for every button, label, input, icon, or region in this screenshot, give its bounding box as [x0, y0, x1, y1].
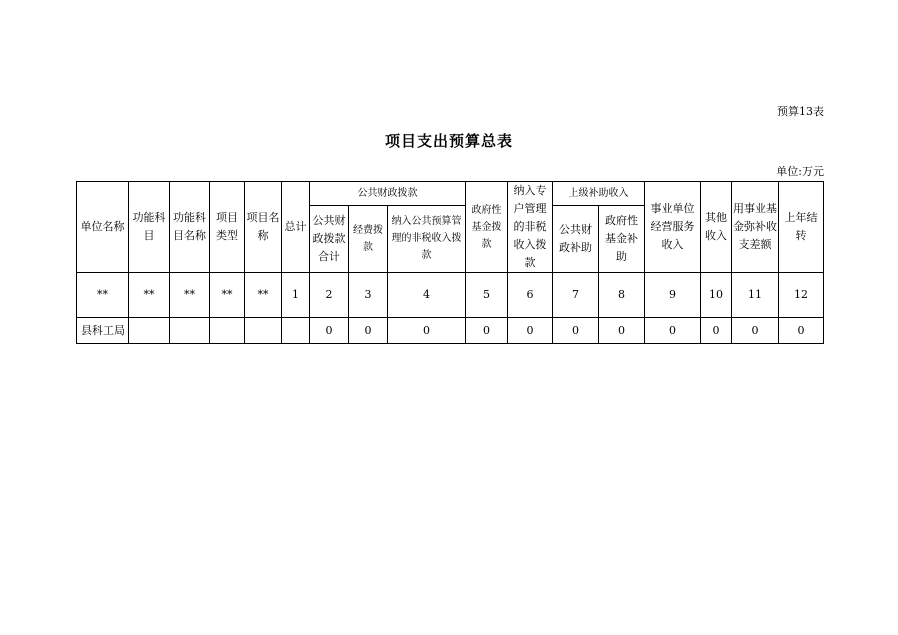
- data-cell: 0: [599, 318, 645, 344]
- header-nontax-special: 纳入专户管理的非税收入拨款: [508, 182, 553, 273]
- data-cell: [282, 318, 310, 344]
- code-cell: 2: [310, 273, 349, 318]
- data-cell: [245, 318, 282, 344]
- header-row-1: [77, 182, 824, 206]
- code-cell: 7: [553, 273, 599, 318]
- header-public-finance: 公共财政拨款: [310, 182, 466, 206]
- budget-table: [76, 181, 824, 344]
- code-cell: 3: [349, 273, 388, 318]
- header-project-name: 项目名称: [245, 182, 282, 273]
- data-cell-unit-name: 县科工局: [77, 318, 129, 344]
- data-cell: 0: [645, 318, 701, 344]
- data-cell: [129, 318, 170, 344]
- unit-label: 单位:万元: [776, 165, 824, 178]
- code-cell: **: [210, 273, 245, 318]
- header-carryover: 上年结转: [779, 182, 824, 273]
- data-cell: 0: [732, 318, 779, 344]
- code-cell: 5: [466, 273, 508, 318]
- data-cell: [210, 318, 245, 344]
- code-cell: 11: [732, 273, 779, 318]
- code-cell: 4: [388, 273, 466, 318]
- code-cell: 6: [508, 273, 553, 318]
- header-superior-subsidy: 上级补助收入: [553, 182, 645, 206]
- header-business-income: 事业单位经营服务收入: [645, 182, 701, 273]
- header-func-subject: 功能科目: [129, 182, 170, 273]
- code-row: [77, 273, 824, 318]
- data-cell: 0: [508, 318, 553, 344]
- data-cell: 0: [779, 318, 824, 344]
- data-cell: [170, 318, 210, 344]
- code-cell: **: [170, 273, 210, 318]
- data-cell: 0: [388, 318, 466, 344]
- header-func-subject-name: 功能科目名称: [170, 182, 210, 273]
- header-gov-fund: 政府性基金拨款: [466, 182, 508, 273]
- header-other-income: 其他收入: [701, 182, 732, 273]
- header-gov-fund-subsidy: 政府性基金补助: [599, 205, 645, 272]
- header-project-type: 项目类型: [210, 182, 245, 273]
- code-cell: 12: [779, 273, 824, 318]
- header-total: 总计: [282, 182, 310, 273]
- header-nontax-budget: 纳入公共预算管理的非税收入拨款: [388, 205, 466, 272]
- code-cell: 8: [599, 273, 645, 318]
- header-public-finance-subsidy: 公共财政补助: [553, 205, 599, 272]
- code-cell: **: [245, 273, 282, 318]
- header-unit-name: 单位名称: [77, 182, 129, 273]
- code-cell: 9: [645, 273, 701, 318]
- form-number: 预算13表: [777, 105, 824, 118]
- code-cell: **: [129, 273, 170, 318]
- data-cell: 0: [466, 318, 508, 344]
- header-funding: 经费拨款: [349, 205, 388, 272]
- data-cell: 0: [310, 318, 349, 344]
- header-fund-balance: 用事业基金弥补收支差额: [732, 182, 779, 273]
- header-public-finance-total: 公共财政拨款合计: [310, 205, 349, 272]
- code-cell: **: [77, 273, 129, 318]
- data-cell: 0: [553, 318, 599, 344]
- data-cell: 0: [349, 318, 388, 344]
- code-cell: 1: [282, 273, 310, 318]
- data-cell: 0: [701, 318, 732, 344]
- table-row: [77, 318, 824, 344]
- code-cell: 10: [701, 273, 732, 318]
- page-title: 项目支出预算总表: [384, 132, 513, 150]
